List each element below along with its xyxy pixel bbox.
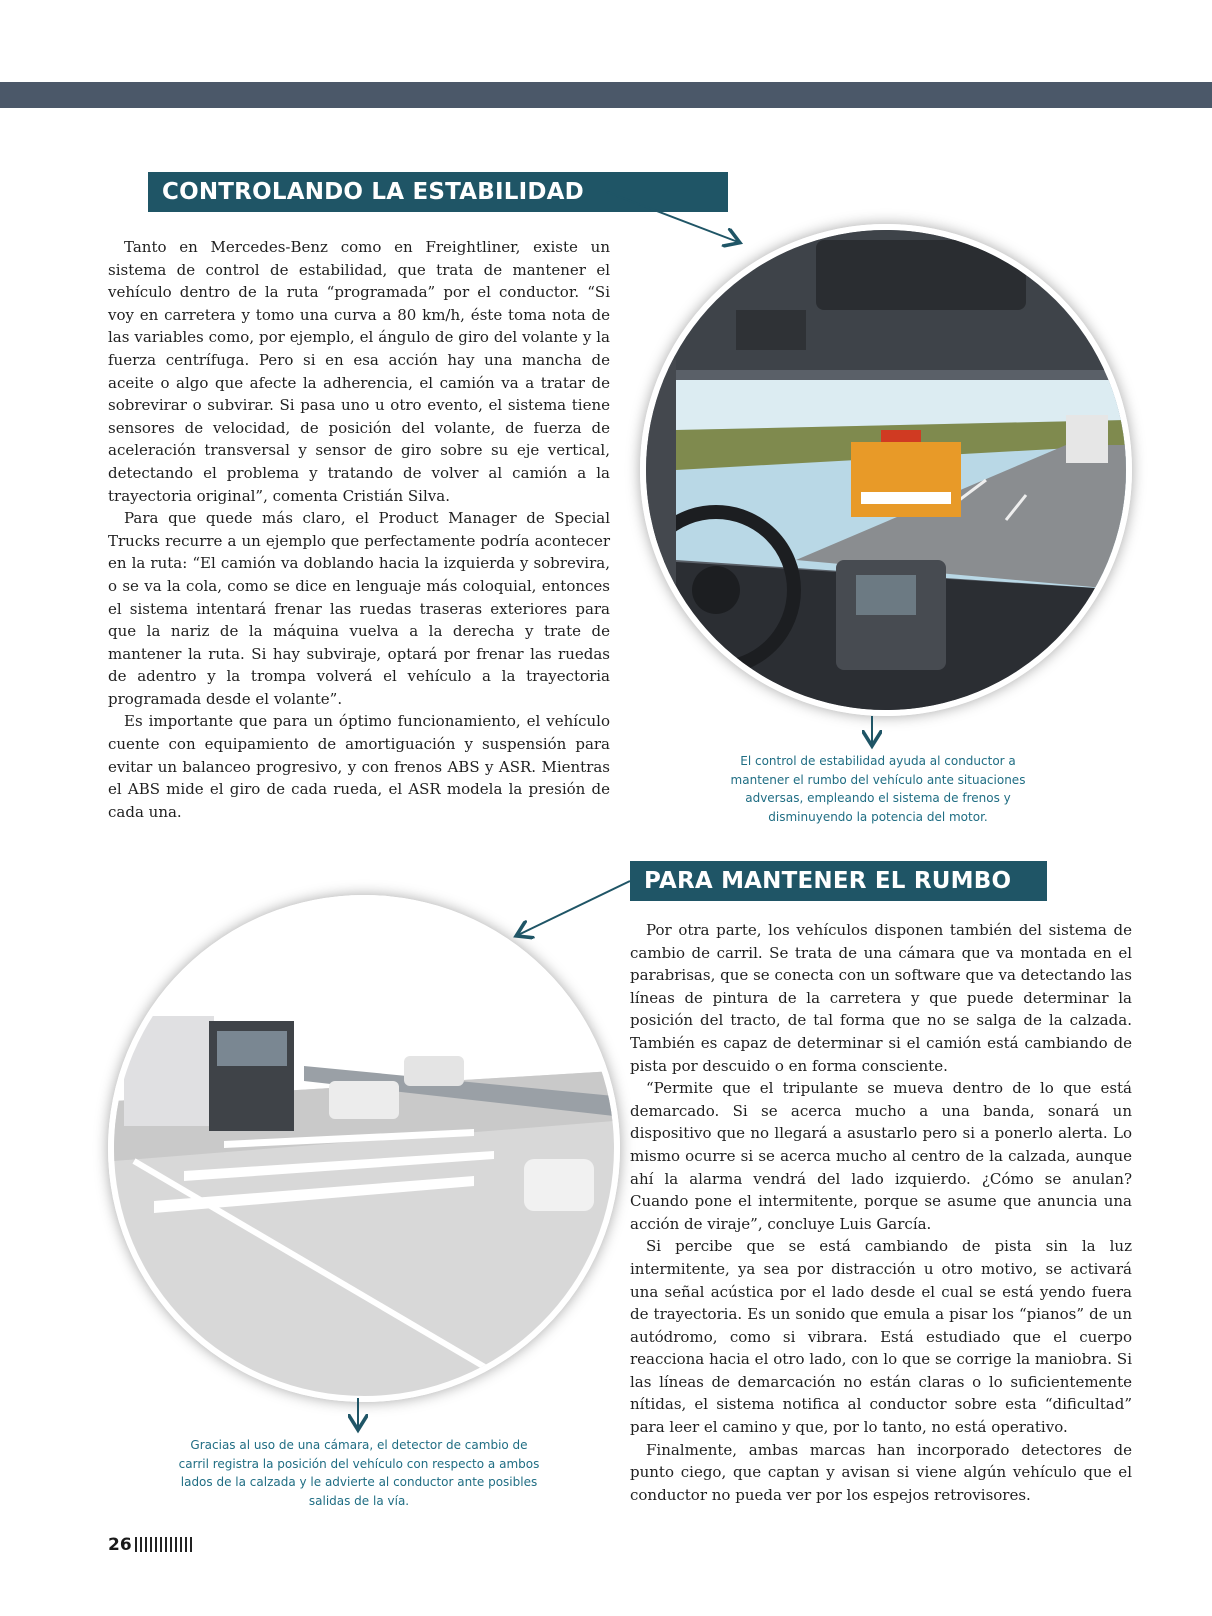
arrow-to-lane-photo (518, 881, 630, 935)
paragraph: Tanto en Mercedes-Benz como en Freightliner, existe un sistema de control de estabilidad, que trata de mantener el vehículo dentro de la ruta “programada” por el conductor. “Si voy en carretera y tomo una curva a 80 km/h, éste toma nota de las variables como, por ejemplo, el ángulo de giro del volante y la fuerza centrífuga. Pero si en esa acción hay una mancha de aceite o algo que afecte la adherencia, el camión va a tratar de sobrevirar o subvirar. Si pasa uno u otro evento, el sistema tiene sensores de velocidad, de posición del volante, de fuerza de aceleración transversal y sensor de giro sobre su eje vertical, detectando el problema y tratando de volver al camión a la trayectoria original”, comenta Cristián Silva. (108, 238, 610, 505)
page-number-ticks (135, 1537, 192, 1552)
paragraph: Es importante que para un óptimo funcionamiento, el vehículo cuente con equipamiento de amortiguación y suspensión para evitar un balanceo progresivo, y con frenos ABS y ASR. Mientras el ABS mide el giro de cada rueda, el ASR modela la presión de cada una. (108, 712, 610, 821)
arrow-to-cabin-photo (607, 192, 738, 242)
paragraph: Finalmente, ambas marcas han incorporado detectores de punto ciego, que captan y avisan si viene algún vehículo que el conductor no pueda ver por los espejos retrovisores. (630, 1440, 1132, 1504)
section-heading-rumbo: PARA MANTENER EL RUMBO (630, 861, 1047, 901)
page-number: 26 (108, 1535, 132, 1555)
section-heading-estabilidad: CONTROLANDO LA ESTABILIDAD (148, 172, 728, 212)
paragraph: Por otra parte, los vehículos disponen también del sistema de cambio de carril. Se trata de una cámara que va montada en el parabrisas, que se conecta con un software que va detectando las líneas de pintura de la carretera y que puede determinar la posición del tracto, de tal forma que no se salga de la calzada. También es capaz de determinar si el camión está cambiando de pista por descuido o en forma consciente. (630, 921, 1132, 1075)
paragraph: “Permite que el tripulante se mueva dentro de lo que está demarcado. Si se acerca mucho a una banda, sonará un dispositivo que no llegará a asustarlo pero si a ponerlo alerta. Lo mismo ocurre si se acerca mucho al centro de la calzada, aunque ahí la alarma vendrá del lado izquierdo. ¿Cómo se anulan? Cuando pone el intermitente, porque se asume que anuncia una acción de viraje”, concluye Luis García. (630, 1079, 1132, 1233)
paragraph: Para que quede más claro, el Product Manager de Special Trucks recurre a un ejemplo que perfectamente podría acontecer en la ruta: “El camión va doblando hacia la izquierda y sobrevira, o se va la cola, como se dice en lenguaje más coloquial, entonces el sistema intentará frenar las ruedas traseras exteriores para que la nariz de la máquina vuelva a la derecha y trate de mantener la ruta. Si hay subviraje, optará por frenar las ruedas de adentro y la trompa volverá el vehículo a la trayectoria programada desde el volante”. (108, 509, 610, 708)
paragraph: Si percibe que se está cambiando de pista sin la luz intermitente, ya sea por distracción u otro motivo, se activará una señal acústica por el lado desde el cual se está yendo fuera de trayectoria. Es un sonido que emula a pisar los “pianos” de un autódromo, como si vibrara. Está estudiado que el cuerpo reacciona hacia el otro lado, con lo que se corrige la maniobra. Si las líneas de demarcación no están claras o lo suficientemente nítidas, el sistema notifica al conductor sobre esta “dificultad” para leer el camino y que, por lo tanto, no está operativo. (630, 1237, 1132, 1437)
photo-caption-estabilidad: El control de estabilidad ayuda al conductor a mantener el rumbo del vehículo ante situaciones adversas, empleando el sistema de frenos y disminuyendo la potencia del motor. (730, 754, 1026, 824)
photo-caption-rumbo: Gracias al uso de una cámara, el detector de cambio de carril registra la posición del vehículo con respecto a ambos lados de la calzada y le advierte al conductor ante posibles salidas de la vía. (178, 1438, 540, 1508)
